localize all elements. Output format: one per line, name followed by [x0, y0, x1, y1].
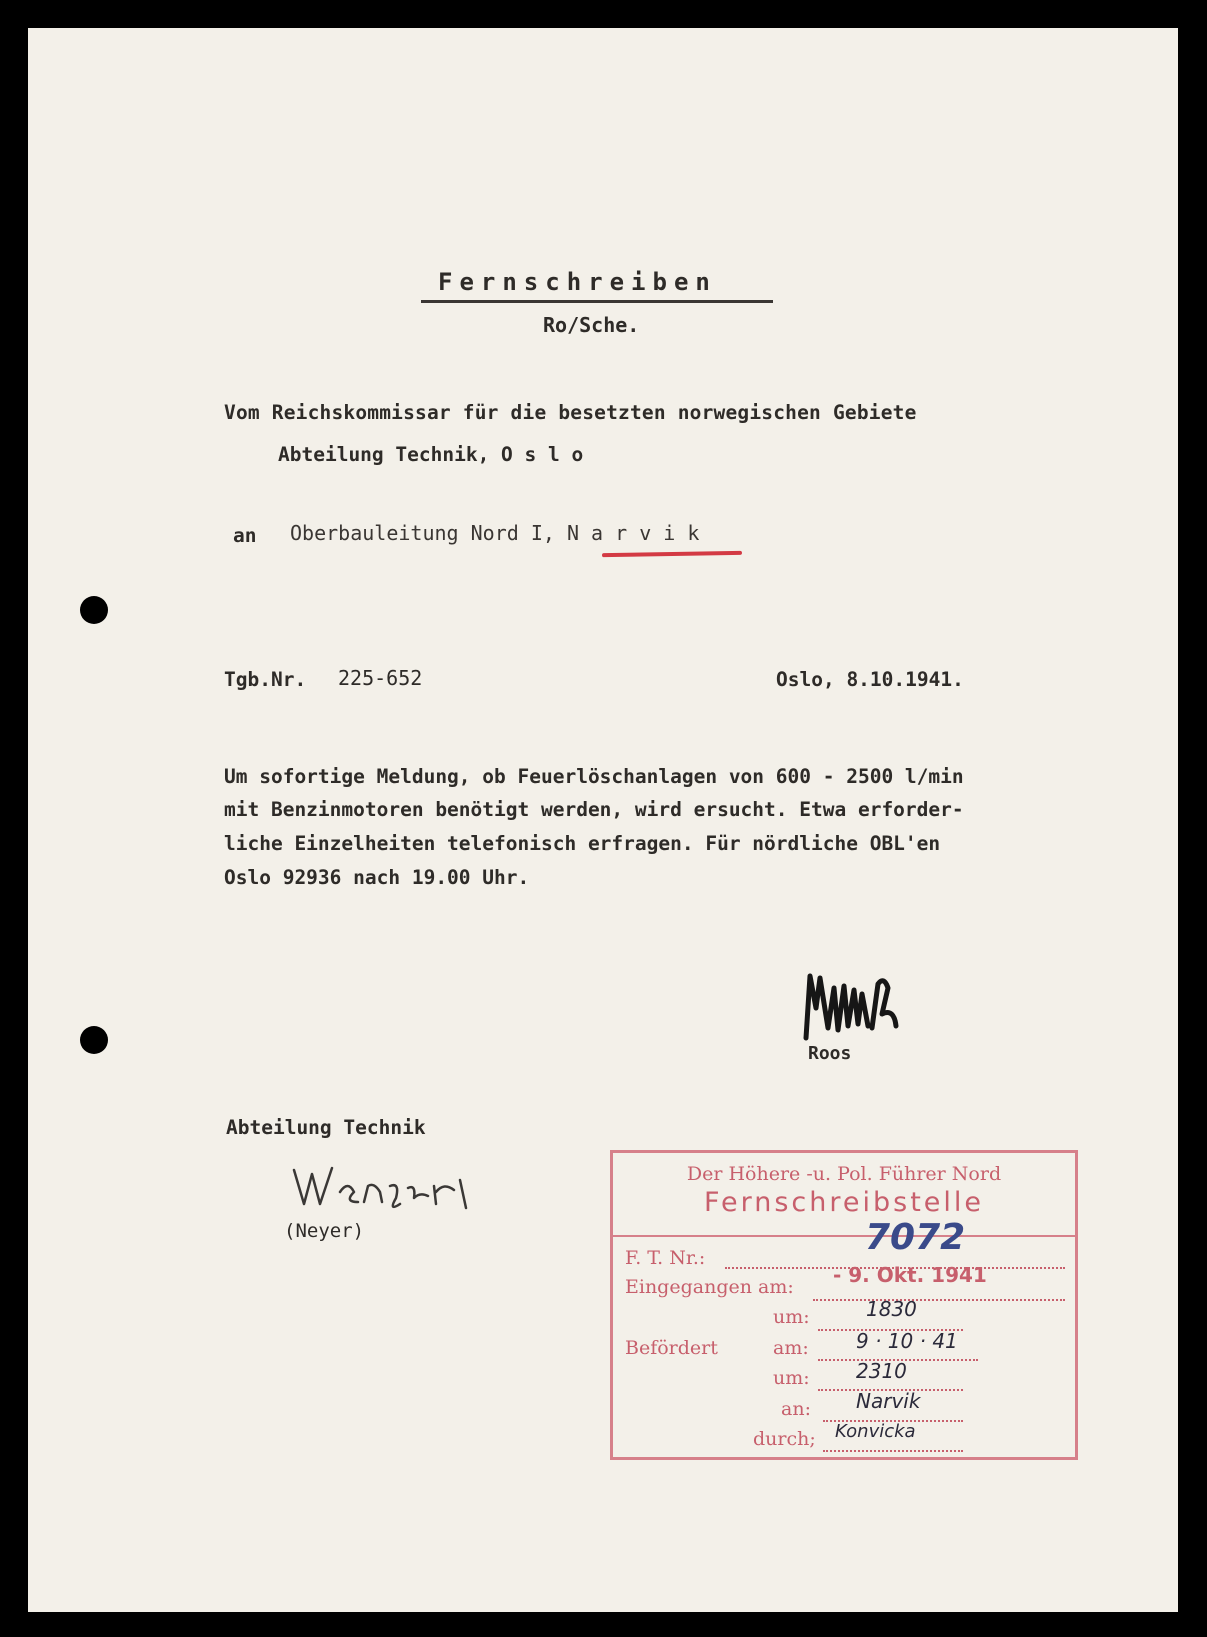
destination-value: Narvik	[856, 1389, 921, 1413]
forwarded-date-value: 9 · 10 · 41	[856, 1329, 958, 1353]
ft-number-value: 7072	[865, 1217, 966, 1258]
received-label: Eingegangen am:	[625, 1276, 794, 1298]
department-label: Abteilung Technik	[226, 1116, 426, 1139]
ft-number-label: F. T. Nr.:	[625, 1247, 706, 1269]
stamp-title-1: Der Höhere -u. Pol. Führer Nord	[686, 1163, 1002, 1185]
sent-by-line	[823, 1450, 963, 1452]
received-time-label: um:	[773, 1306, 810, 1328]
red-pencil-underline	[602, 551, 742, 557]
forwarded-date-label: am:	[773, 1337, 809, 1359]
stamp-title-2: Fernschreibstelle	[703, 1187, 985, 1218]
document-page	[28, 28, 1178, 1612]
body-line-1: Um sofortige Meldung, ob Feuerlöschanlagen von 600 - 2500 l/min	[224, 765, 964, 788]
body-line-2: mit Benzinmotoren benötigt werden, wird ersucht. Etwa erforder-	[224, 798, 964, 821]
sender-line-1: Vom Reichskommissar für die besetzten norwegischen Gebiete	[224, 401, 917, 424]
sent-by-label: durch;	[753, 1428, 816, 1450]
punch-hole-top	[80, 596, 108, 624]
neyer-signature	[288, 1158, 498, 1218]
journal-number-value: 225-652	[338, 666, 423, 690]
signatory-roos: Roos	[808, 1043, 852, 1064]
reference-code: Ro/Sche.	[543, 313, 640, 337]
destination-label: an:	[781, 1398, 811, 1420]
forwarded-time-label: um:	[773, 1367, 810, 1389]
recipient-prefix: an	[233, 524, 257, 547]
heading-underline	[421, 300, 773, 303]
journal-number-label: Tgb.Nr.	[224, 668, 307, 691]
document-heading: Fernschreiben	[438, 268, 717, 296]
document-date: Oslo, 8.10.1941.	[776, 668, 964, 691]
body-line-3: liche Einzelheiten telefonisch erfragen. Für nördliche OBL'en	[224, 832, 941, 855]
forwarded-time-value: 2310	[856, 1359, 907, 1383]
received-date-stamp: - 9. Okt. 1941	[833, 1263, 987, 1287]
recipient-address: Oberbauleitung Nord I, N a r v i k	[290, 521, 700, 545]
received-date-line	[813, 1299, 1065, 1301]
body-line-4: Oslo 92936 nach 19.00 Uhr.	[224, 866, 530, 889]
punch-hole-bottom	[80, 1026, 108, 1054]
receipt-stamp	[610, 1150, 1078, 1460]
sent-by-value: Konvicka	[835, 1421, 916, 1442]
received-time-value: 1830	[866, 1297, 917, 1321]
signatory-neyer: (Neyer)	[284, 1220, 365, 1242]
stamp-header	[613, 1153, 1075, 1237]
forwarded-label: Befördert	[625, 1337, 718, 1359]
roos-signature	[798, 968, 918, 1048]
sender-line-2: Abteilung Technik, O s l o	[278, 443, 584, 466]
